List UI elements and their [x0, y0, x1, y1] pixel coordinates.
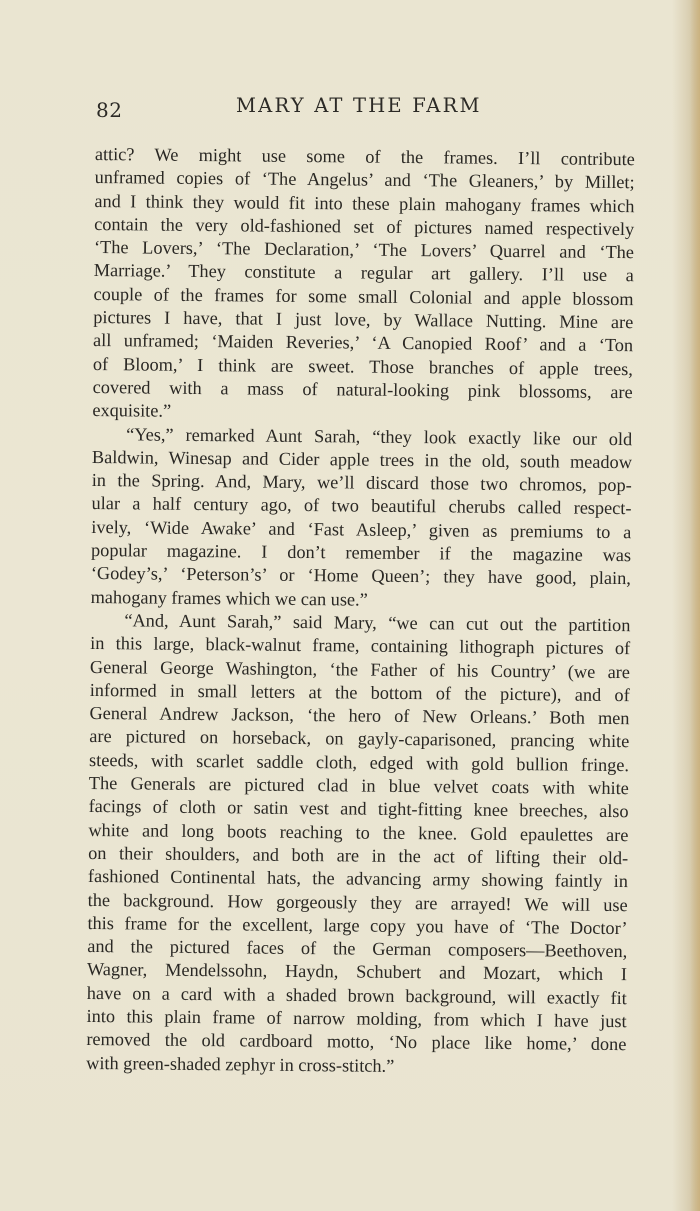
- page-edge-shadow: [690, 0, 700, 1211]
- body-text: [86, 143, 635, 1080]
- text-line: ively, ‘Wide Awake’ and ‘Fast Asleep,’ given as premiums to a: [91, 516, 632, 542]
- text-line: in this large, black-walnut frame, containing lithograph pictures of: [90, 633, 631, 659]
- text-line: attic? We might use some of the frames. I’ll contribute: [94, 143, 635, 170]
- text-line: couple of the frames for some small Colonial and apple blossom: [93, 283, 634, 309]
- text-line: ular a half century ago, of two beautiful cherubs called respect-: [91, 493, 632, 519]
- text-line: white and long boots reaching to the knee. Gold epaulettes are: [88, 819, 629, 845]
- text-line: the background. How gorgeously they are arrayed! We will use: [87, 889, 628, 915]
- text-line: into this plain frame of narrow molding, from which I have just: [86, 1005, 627, 1032]
- text-line: and I think they would fit into these plain mahogany frames which: [94, 190, 635, 216]
- paragraph: [92, 143, 635, 428]
- text-line: “Yes,” remarked Aunt Sarah, “they look exactly like our old: [126, 423, 633, 449]
- text-line: facings of cloth or satin vest and tight-fitting knee breeches, also: [88, 796, 629, 822]
- running-head: [96, 88, 636, 124]
- running-title: MARY AT THE FARM: [236, 94, 482, 117]
- text-line: General Andrew Jackson, ‘the hero of New Orleans.’ Both men: [89, 703, 630, 729]
- text-line: informed in small letters at the bottom of the picture), and of: [89, 679, 630, 705]
- text-line: covered with a mass of natural-looking pink blossoms, are: [92, 376, 633, 403]
- text-line: in the Spring. And, Mary, we’ll discard those two chromos, pop-: [91, 470, 632, 496]
- text-line: this frame for the excellent, large copy you have of ‘The Doctor’: [87, 912, 628, 938]
- paragraph: [91, 423, 633, 615]
- text-line: fashioned Continental hats, the advancing army showing faintly in: [87, 866, 629, 892]
- text-line: ‘Godey’s,’ ‘Peterson’s’ or ‘Home Queen’; they have good, plain,: [90, 563, 631, 589]
- text-line: on their shoulders, and both are in the act of lifting their old-: [88, 842, 629, 869]
- text-line: of Bloom,’ I think are sweet. Those branches of apple trees,: [92, 353, 633, 379]
- text-line: exquisite.”: [92, 400, 172, 422]
- text-line: with green-shaded zephyr in cross-stitch.”: [86, 1052, 395, 1076]
- text-line: and the pictured faces of the German composers—Beethoven,: [87, 936, 628, 962]
- text-line: “And, Aunt Sarah,” said Mary, “we can cut out the partition: [124, 610, 631, 636]
- text-line: unframed copies of ‘The Angelus’ and ‘The Gleaners,’ by Millet;: [94, 167, 635, 193]
- text-line: steeds, with scarlet saddle cloth, edged with gold bullion fringe.: [88, 749, 630, 775]
- text-line: Marriage.’ They constitute a regular art gallery. I’ll use a: [93, 260, 634, 286]
- text-line: mahogany frames which we can use.”: [90, 586, 368, 610]
- page-number: 82: [96, 98, 123, 122]
- text-line: all unframed; ‘Maiden Reveries,’ ‘A Canopied Roof’ and a ‘Ton: [93, 330, 634, 356]
- text-line: removed the old cardboard motto, ‘No place like home,’ done: [86, 1029, 627, 1055]
- text-line: contain the very old-fashioned set of pictures named respectively: [94, 213, 635, 240]
- text-line: ‘The Lovers,’ ‘The Declaration,’ ‘The Lovers’ Quarrel and ‘The: [93, 237, 635, 263]
- text-line: popular magazine. I don’t remember if the magazine was: [90, 540, 632, 566]
- text-line: The Generals are pictured clad in blue velvet coats with white: [88, 772, 629, 799]
- text-line: Wagner, Mendelssohn, Haydn, Schubert and Mozart, which I: [86, 959, 628, 985]
- text-line: General George Washington, ‘the Father of his Country’ (we are: [89, 656, 631, 682]
- text-line: have on a card with a shaded brown background, will exactly fit: [86, 982, 627, 1008]
- text-line: are pictured on horseback, on gayly-caparisoned, prancing white: [89, 726, 630, 752]
- text-line: pictures I have, that I just love, by Wallace Nutting. Mine are: [93, 307, 634, 333]
- text-line: Baldwin, Winesap and Cider apple trees in the old, south meadow: [91, 446, 633, 473]
- paragraph: [86, 609, 630, 1080]
